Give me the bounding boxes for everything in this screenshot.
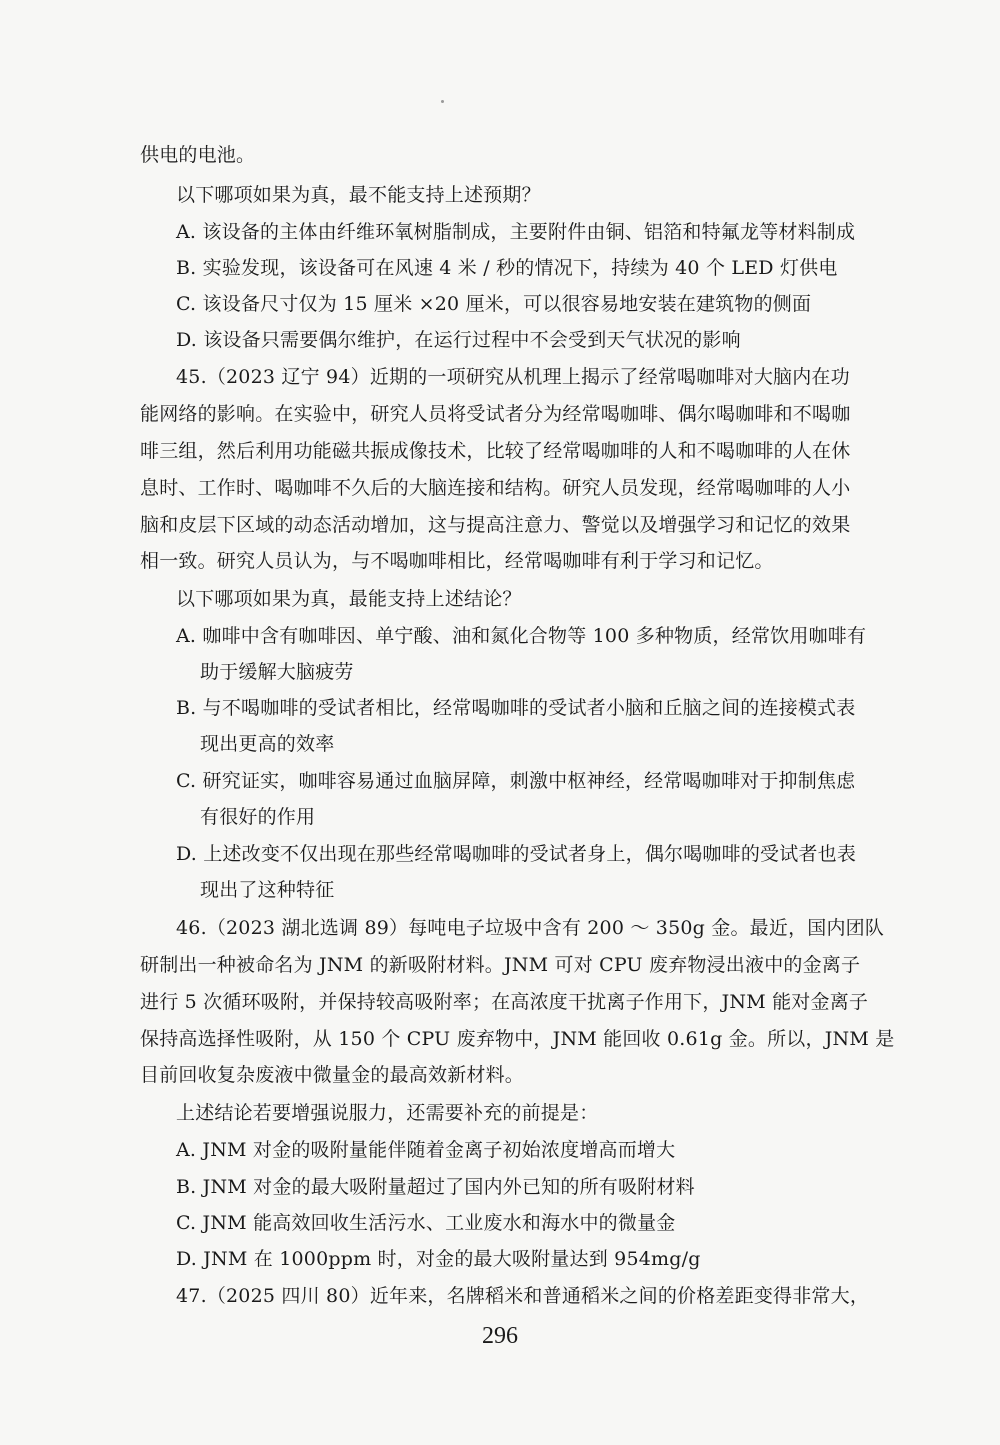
q45-option-d-continued: 现出了这种特征 <box>200 879 335 901</box>
q45-stem-line: 相一致。研究人员认为，与不喝咖啡相比，经常喝咖啡有利于学习和记忆。 <box>140 550 774 572</box>
prev-item-option-c: C. 该设备尺寸仅为 15 厘米 ×20 厘米，可以很容易地安装在建筑物的侧面 <box>176 293 812 315</box>
q47-stem-line: 47.（2025 四川 80）近年来，名牌稻米和普通稻米之间的价格差距变得非常大， <box>176 1285 870 1307</box>
q45-option-b-continued: 现出更高的效率 <box>200 733 335 755</box>
q45-stem-line: 啡三组，然后利用功能磁共振成像技术，比较了经常喝咖啡的人和不喝咖啡的人在休 <box>140 440 851 462</box>
q45-stem-line: 45.（2023 辽宁 94）近期的一项研究从机理上揭示了经常喝咖啡对大脑内在功 <box>176 366 850 388</box>
q46-stem-line: 进行 5 次循环吸附，并保持较高吸附率；在高浓度干扰离子作用下，JNM 能对金离子 <box>140 991 869 1013</box>
scan-speck <box>441 100 444 103</box>
q45-question: 以下哪项如果为真，最能支持上述结论？ <box>176 588 522 610</box>
prev-item-option-d: D. 该设备只需要偶尔维护，在运行过程中不会受到天气状况的影响 <box>176 329 741 351</box>
q45-stem-line: 脑和皮层下区域的动态活动增加，这与提高注意力、警觉以及增强学习和记忆的效果 <box>140 514 851 536</box>
q46-option-c: C. JNM 能高效回收生活污水、工业废水和海水中的微量金 <box>176 1212 676 1234</box>
q45-stem-line: 息时、工作时、喝咖啡不久后的大脑连接和结构。研究人员发现，经常喝咖啡的人小 <box>140 477 851 499</box>
prev-item-option-b: B. 实验发现，该设备可在风速 4 米 / 秒的情况下，持续为 40 个 LED 灯供电 <box>176 257 838 279</box>
q45-option-c: C. 研究证实，咖啡容易通过血脑屏障，刺激中枢神经，经常喝咖啡对于抑制焦虑 <box>176 770 856 792</box>
q45-option-c-continued: 有很好的作用 <box>200 806 316 828</box>
prev-item-option-a: A. 该设备的主体由纤维环氧树脂制成，主要附件由铜、铝箔和特氟龙等材料制成 <box>176 221 856 243</box>
q46-stem-line: 46.（2023 湖北选调 89）每吨电子垃圾中含有 200 ～ 350g 金。最近，国内团队 <box>176 917 885 939</box>
q45-option-a: A. 咖啡中含有咖啡因、单宁酸、油和氮化合物等 100 多种物质，经常饮用咖啡有 <box>176 625 867 647</box>
q46-option-b: B. JNM 对金的最大吸附量超过了国内外已知的所有吸附材料 <box>176 1176 695 1198</box>
q45-option-b: B. 与不喝咖啡的受试者相比，经常喝咖啡的受试者小脑和丘脑之间的连接模式表 <box>176 697 856 719</box>
q46-option-d: D. JNM 在 1000ppm 时，对金的最大吸附量达到 954mg/g <box>176 1248 701 1270</box>
page-number: 296 <box>482 1323 518 1349</box>
q45-option-a-continued: 助于缓解大脑疲劳 <box>200 661 354 683</box>
q46-option-a: A. JNM 对金的吸附量能伴随着金离子初始浓度增高而增大 <box>176 1139 676 1161</box>
prev-item-tail: 供电的电池。 <box>140 144 256 166</box>
q45-option-d: D. 上述改变不仅出现在那些经常喝咖啡的受试者身上，偶尔喝咖啡的受试者也表 <box>176 843 857 865</box>
prev-item-question: 以下哪项如果为真，最不能支持上述预期？ <box>176 184 541 206</box>
q46-stem-line: 研制出一种被命名为 JNM 的新吸附材料。JNM 可对 CPU 废弃物浸出液中的金离子 <box>140 954 861 976</box>
q46-question: 上述结论若要增强说服力，还需要补充的前提是： <box>176 1102 599 1124</box>
q45-stem-line: 能网络的影响。在实验中，研究人员将受试者分为经常喝咖啡、偶尔喝咖啡和不喝咖 <box>140 403 851 425</box>
q46-stem-line: 保持高选择性吸附，从 150 个 CPU 废弃物中，JNM 能回收 0.61g 金。所以，JNM 是 <box>140 1028 895 1050</box>
q46-stem-line: 目前回收复杂废液中微量金的最高效新材料。 <box>140 1064 525 1086</box>
